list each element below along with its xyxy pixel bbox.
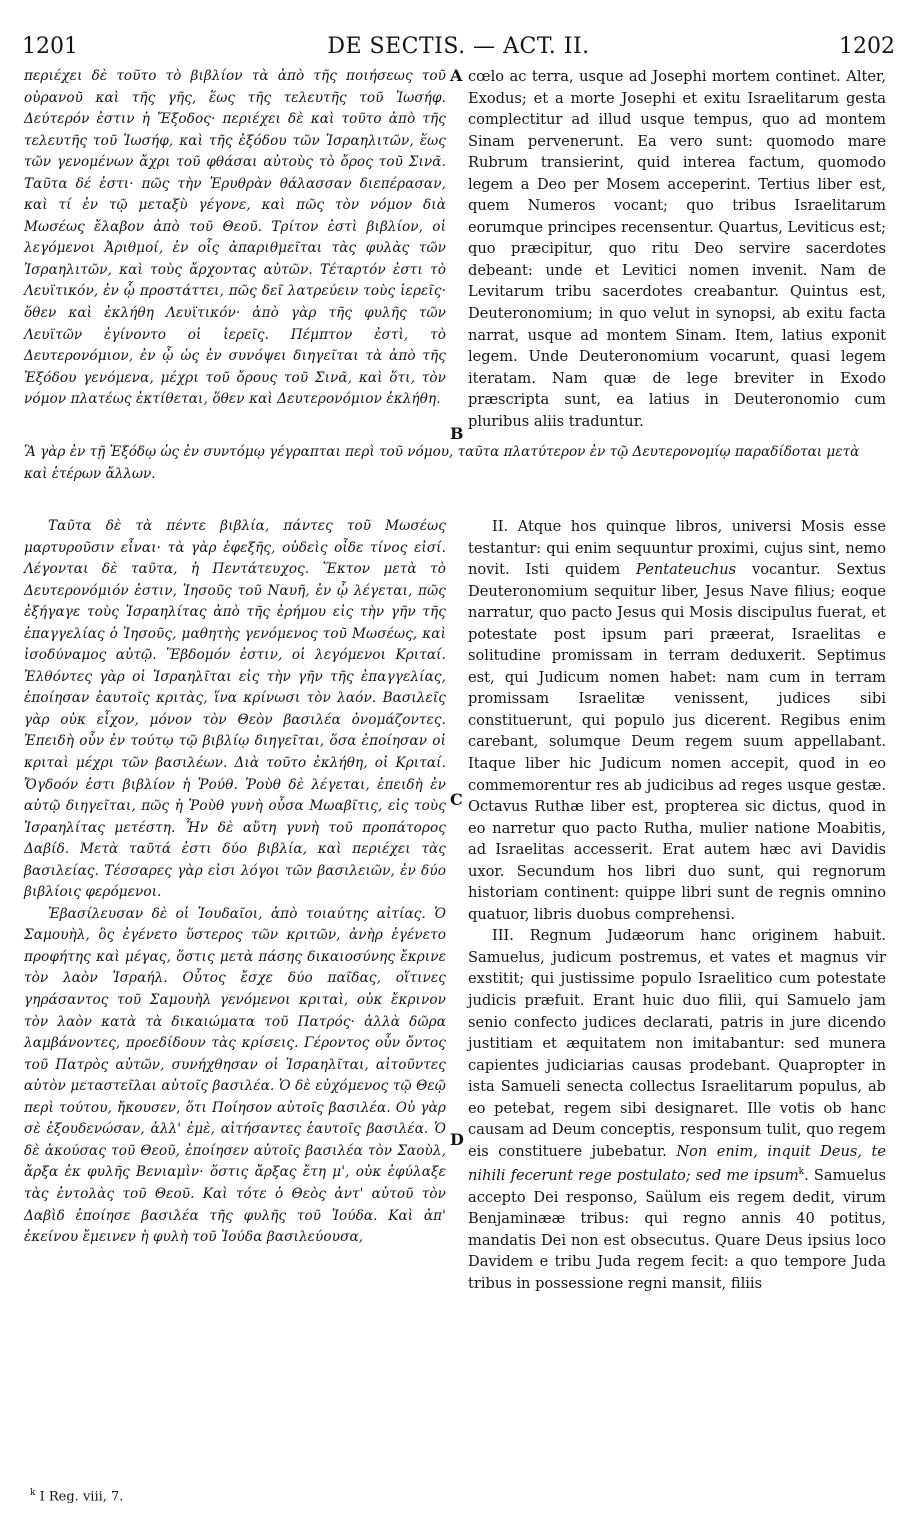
greek-quote: Ποίησον αὐτοῖς βασιλέα. Οὐ γὰρ σὲ ἐξουδενώσαν, ἀλλ' ἐμὲ, αἰτήσαντες ἑαυτοῖς βασιλέα.: [24, 1099, 446, 1138]
latin-paragraph-2-a: II. Atque hos quinque libros, universi Mosis esse testantur: qui enim sequuntur proximi, cujus sint, nemo novit. Isti quidem: [468, 518, 886, 579]
latin-column: [468, 66, 886, 432]
greek-column-lower: [24, 516, 446, 1249]
latin-paragraph-3-a: III. Regnum Judæorum hanc originem habuit. Samuelus, judicum postremus, et vates et magnus vir exstitit; qui justissime populo Israelitico cum potestate judicis præfuit. Erant huic duo filii, qui Samuelo jam senio confecto judices declarati, patris in jure dicendo justitiam et æquitatem non imitabantur: sed munera capientes judiciarias causas prodebant. Quapropter in ista Samueli senecta collectus Israelitarum populus, ab eo petebat, regem sibi designaret. Ille votis ob hanc causam ad Deum conceptis, responsum tulit, quo regem eis constituere jubebatur.: [468, 927, 886, 1160]
greek-paragraph-1: περιέχει δὲ τοῦτο τὸ βιβλίον τὰ ἀπὸ τῆς ποιήσεως τοῦ οὐρανοῦ καὶ τῆς γῆς, ἕως τῆς τελευτῆς τοῦ Ἰωσήφ. Δεύτερόν ἐστιν ἡ Ἔξοδος· περιέχει δὲ καὶ τοῦτο ἀπὸ τῆς τελευτῆς τοῦ Ἰωσήφ, καὶ τῆς ἐξόδου τῶν Ἰσραηλιτῶν, ἕως τῶν γενομένων ἄχρι τοῦ φθάσαι αὐτοὺς τὸ ὄρος τοῦ Σινᾶ. Ταῦτα δέ ἐστι· πῶς τὴν Ἐρυθρὰν θάλασσαν διεπέρασαν, καὶ τί ἐν τῷ μεταξὺ γέγονε, καὶ πῶς τὸν νόμον διὰ Μωσέως ἔλαβον ἀπὸ τοῦ Θεοῦ. Τρίτον ἐστὶ βιβλίον, οἱ λεγόμενοι Ἀριθμοί, ἐν οἷς ἀπαριθμεῖται τὰς φυλὰς τῶν Ἰσραηλιτῶν, καὶ τοὺς ἄρχοντας αὐτῶν. Τέταρτόν ἐστι τὸ Λευϊτικόν, ἐν ᾧ προστάττει, πῶς δεῖ λατρεύειν τοὺς ἱερεῖς· ὅθεν καὶ ἐκλήθη Λευϊτικόν· ἀπὸ γὰρ τῆς φυλῆς τῶν Λευϊτῶν ἐγίνοντο οἱ ἱερεῖς. Πέμπτον ἐστὶ, τὸ Δευτερονόμιον, ἐν ᾧ ὡς ἐν συνόψει διηγεῖται τὰ ἀπὸ τῆς Ἐξόδου γενόμενα, μέχρι τοῦ ὄρους τοῦ Σινᾶ, καὶ ὅτι, τὸν νόμον πλατέως ἐκτίθεται, ὅθεν καὶ Δευτερονόμιον ἐκλήθη.: [24, 68, 446, 408]
footnote-mark: k: [30, 1488, 36, 1498]
page-number-right: 1202: [839, 34, 895, 59]
margin-marker-d: D: [450, 1130, 464, 1149]
latin-italic-pentateuchus: Pentateuchus: [636, 561, 737, 579]
footnote: [30, 1488, 123, 1504]
greek-paragraph-3: [24, 904, 446, 1249]
latin-paragraph-2: [468, 516, 886, 925]
latin-italic-quote: Non enim, inquit Deus, te nihili fecerunt rege postulato; sed me ipsum: [468, 1142, 887, 1185]
full-width-greek-line: [24, 442, 886, 485]
greek-column: [24, 66, 446, 411]
greek-paragraph-2: Ταῦτα δὲ τὰ πέντε βιβλία, πάντες τοῦ Μωσέως μαρτυροῦσιν εἶναι· τὰ γὰρ ἐφεξῆς, οὐδεὶς οἶδε τίνος εἰσί. Λέγονται δὲ ταῦτα, ἡ Πεντάτευχος. Ἕκτον μετὰ τὸ Δευτερονόμιόν ἐστιν, Ἰησοῦς τοῦ Ναυῆ, ἐν ᾧ λέγεται, πῶς ἐξήγαγε τοὺς Ἰσραηλίτας ἀπὸ τῆς ἐρήμου εἰς τὴν γῆν τῆς ἐπαγγελίας ὁ Ἰησοῦς, μαθητὴς γενόμενος τοῦ Μωσέως, καὶ ἰσοδύναμος αὐτῷ. Ἕβδομόν ἐστιν, οἱ λεγόμενοι Κριταί. Ἐλθόντες γὰρ οἱ Ἰσραηλῖται εἰς τὴν γῆν τῆς ἐπαγγελίας, ἐποίησαν ἑαυτοῖς κριτὰς, ἵνα κρίνωσι τὸν λαόν. Βασιλεῖς γὰρ οὐκ εἶχον, μόνον τὸν Θεὸν βασιλέα ὀνομάζοντες. Ἐπειδὴ οὖν ἐν τούτῳ τῷ βιβλίῳ διηγεῖται, ὅσα ἐποίησαν οἱ κριταὶ μέχρι τῶν βασιλέων. Διὰ τοῦτο ἐκλήθη, οἱ Κριταί. Ὄγδοόν ἐστι βιβλίον ἡ Ῥούθ. Ῥοὺθ δὲ λέγεται, ἐπειδὴ ἐν αὐτῷ διηγεῖται, πῶς ἡ Ῥοὺθ γυνὴ οὖσα Μωαβῖτις, εἰς τοὺς Ἰσραηλίτας μετέστη. Ἦν δὲ αὕτη γυνὴ τοῦ προπάτορος Δαβίδ. Μετὰ ταῦτά ἐστι δύο βιβλία, καὶ περιέχει τὰς βασιλείας. Τέσσαρες γὰρ εἰσι λόγοι τῶν βασιλειῶν, ἐν δύο βιβλίοις φερόμενοι.: [24, 518, 446, 901]
margin-marker-a: A: [450, 66, 463, 85]
running-header: [22, 34, 895, 68]
margin-marker-b: B: [450, 424, 464, 443]
latin-column-lower: [468, 516, 886, 1295]
greek-paragraph-3-text: Ἐβασίλευσαν δὲ οἱ Ἰουδαῖοι, ἀπὸ τοιαύτης αἰτίας. Ὁ Σαμουὴλ, ὃς ἐγένετο ὕστερος τῶν κριτῶν, ἀνὴρ ἐγένετο προφήτης καὶ μέγας, ὅστις μετὰ πάσης δικαιοσύνης ἔκρινε τὸν λαὸν Ἰσραήλ. Οὗτος ἔσχε δύο παῖδας, οἵτινες γηράσαντος τοῦ Σαμουὴλ γενόμενοι κριταὶ, οὐκ ἔκρινον τὸν λαὸν κατὰ τὰ δικαιώματα τοῦ Πατρός· ἀλλὰ δῶρα λαμβάνοντες, προεδίδουν τὰς κρίσεις. Γέροντος οὖν ὄντος τοῦ Πατρὸς αὐτῶν, συνήχθησαν οἱ Ἰσραηλῖται, αἰτοῦντες αὐτὸν μεταστεῖλαι αὐτοῖς βασιλέα. Ὁ δὲ εὐχόμενος τῷ Θεῷ περὶ τούτου, ἤκουσεν, ὅτι: [24, 905, 446, 1116]
greek-full-line: Ἃ γὰρ ἐν τῇ Ἐξόδῳ ὡς ἐν συντόμῳ γέγραπται περὶ τοῦ νόμου, ταῦτα πλατύτερον ἐν τῷ Δευτερονομίῳ παραδίδοται μετὰ καὶ ἑτέρων ἄλλων.: [24, 444, 860, 482]
footnote-text: I Reg. viii, 7.: [39, 1489, 124, 1505]
latin-paragraph-1: cœlo ac terra, usque ad Josephi mortem continet. Alter, Exodus; et a morte Josephi et exitu Israelitarum gesta complectitur ad illud usque tempus, quo ad montem Sinam pervenerunt. Ea vero sunt: quomodo mare Rubrum transierint, quid interea factum, quomodo legem a Deo per Mosem acceperint. Tertius liber est, quem Numeros vocant; quo tribus Israelitarum eorumque principes recensentur. Quartus, Leviticus est; quo præcipitur, quo ritu Deo servire sacerdotes debeant: unde et Levitici nomen invenit. Nam de Levitarum tribu sacerdotes creabantur. Quintus est, Deuteronomium; in quo velut in synopsi, ab exitu facta narrat, usque ad montem Sinam. Item, latius exponit legem. Unde Deuteronomium vocarunt, quasi legem iteratam. Nam quæ de lege breviter in Exodo præscripta sunt, ea latius in Deuteronomio cum pluribus aliis traduntur.: [468, 68, 886, 430]
footnote-reference: k: [798, 1167, 805, 1178]
running-title: DE SECTIS. — ACT. II.: [327, 34, 590, 59]
greek-paragraph-3-end: Ὁ δὲ ἀκούσας τοῦ Θεοῦ, ἐποίησεν αὐτοῖς βασιλέα τὸν Σαοὺλ, ἄρξα ἐκ φυλῆς Βενιαμὶν· ὅστις ἄρξας ἔτη μ', οὐκ ἐφύλαξε τὰς ἐντολὰς τοῦ Θεοῦ. Καὶ τότε ὁ Θεὸς ἀντ' αὐτοῦ τὸν Δαβὶδ ἐποίησε βασιλέα τῆς φυλῆς τοῦ Ἰούδα. Καὶ ἀπ' ἐκείνου ἔμεινεν ἡ φυλὴ τοῦ Ἰούδα βασιλεύουσα,: [24, 1121, 446, 1246]
latin-paragraph-2-b: vocantur. Sextus Deuteronomium sequitur liber, Jesus Nave filius; eoque narratur, quo pacto Jesus qui Mosis discipulus fuerat, et potestate post ipsum pari præerat, Israelitas e solitudine promissam in terram deduxerit. Septimus est, qui Judicum nomen habet: nam cum in terram promissam Israelitæ venissent, judices sibi constituerunt, qui populo jus dicerent. Regibus enim carebant, solumque Deum regem suum appellabant. Itaque liber hic Judicum nomen accepit, quod in eo commemorentur res ab judicibus ad reges usque gestæ. Octavus Ruthæ liber est, propterea sic dictus, quod in eo narretur quo pacto Rutha, mulier natione Moabitis, ad Israelitas accesserit. Erat autem hæc avi Davidis uxor. Secundum hos libri duo sunt, qui regnorum historiam continent: quippe libri sunt de regnis omnino quatuor, libris duobus comprehensi.: [468, 561, 887, 923]
margin-marker-c: C: [450, 790, 463, 809]
page-number-left: 1201: [22, 34, 78, 59]
latin-paragraph-3: [468, 925, 886, 1294]
latin-paragraph-3-b: . Samuelus accepto Dei responso, Saülum eis regem dedit, virum Benjaminææ tribus: qui regno annis 40 potitus, mandatis Dei non est obsecutus. Quare Deus ipsius loco Davidem e tribu Juda regem fecit: a quo tempore Juda tribus in possessione regni mansit, filiis: [468, 1167, 887, 1292]
